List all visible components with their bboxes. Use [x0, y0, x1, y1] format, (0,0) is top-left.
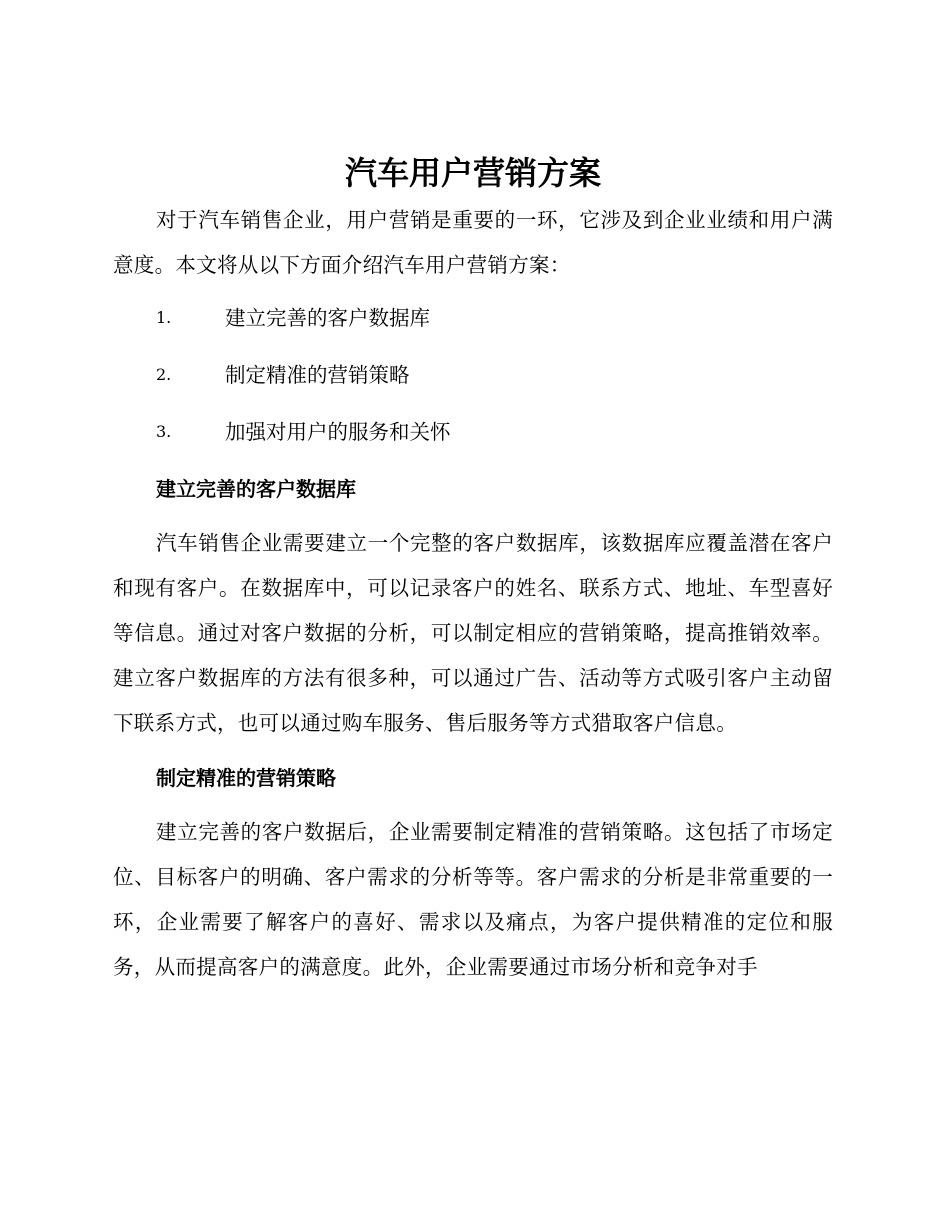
list-item-text: 制定精准的营销策略: [225, 363, 410, 387]
section-paragraph: 建立完善的客户数据后，企业需要制定精准的营销策略。这包括了市场定位、目标客户的明确、客户需求的分析等等。客户需求的分析是非常重要的一环，企业需要了解客户的喜好、需求以及痛点，为客户提供精准的定位和服务，从而提高客户的满意度。此外，企业需要通过市场分析和竞争对手: [113, 820, 833, 979]
list-item-text: 加强对用户的服务和关怀: [225, 420, 451, 444]
list-number: 2.: [156, 365, 172, 384]
section-heading: 建立完善的客户数据库: [156, 477, 356, 501]
section-paragraph: 汽车销售企业需要建立一个完整的客户数据库，该数据库应覆盖潜在客户和现有客户。在数据库中，可以记录客户的姓名、联系方式、地址、车型喜好等信息。通过对客户数据的分析，可以制定相应的营销策略，提高推销效率。建立客户数据库的方法有很多种，可以通过广告、活动等方式吸引客户主动留下联系方式，也可以通过购车服务、售后服务等方式猎取客户信息。: [113, 531, 833, 735]
list-item: [113, 412, 833, 469]
outline-list: [113, 298, 833, 469]
list-item: [113, 355, 833, 412]
list-item: [113, 298, 833, 355]
list-item-text: 建立完善的客户数据库: [225, 306, 430, 330]
intro-paragraph: 对于汽车销售企业，用户营销是重要的一环，它涉及到企业业绩和用户满意度。本文将从以下方面介绍汽车用户营销方案：: [113, 208, 833, 277]
list-number: 3.: [156, 422, 172, 441]
section-heading: 制定精准的营销策略: [156, 766, 336, 790]
document-page: [113, 150, 833, 990]
list-number: 1.: [156, 308, 172, 327]
document-title: 汽车用户营销方案: [344, 154, 601, 192]
